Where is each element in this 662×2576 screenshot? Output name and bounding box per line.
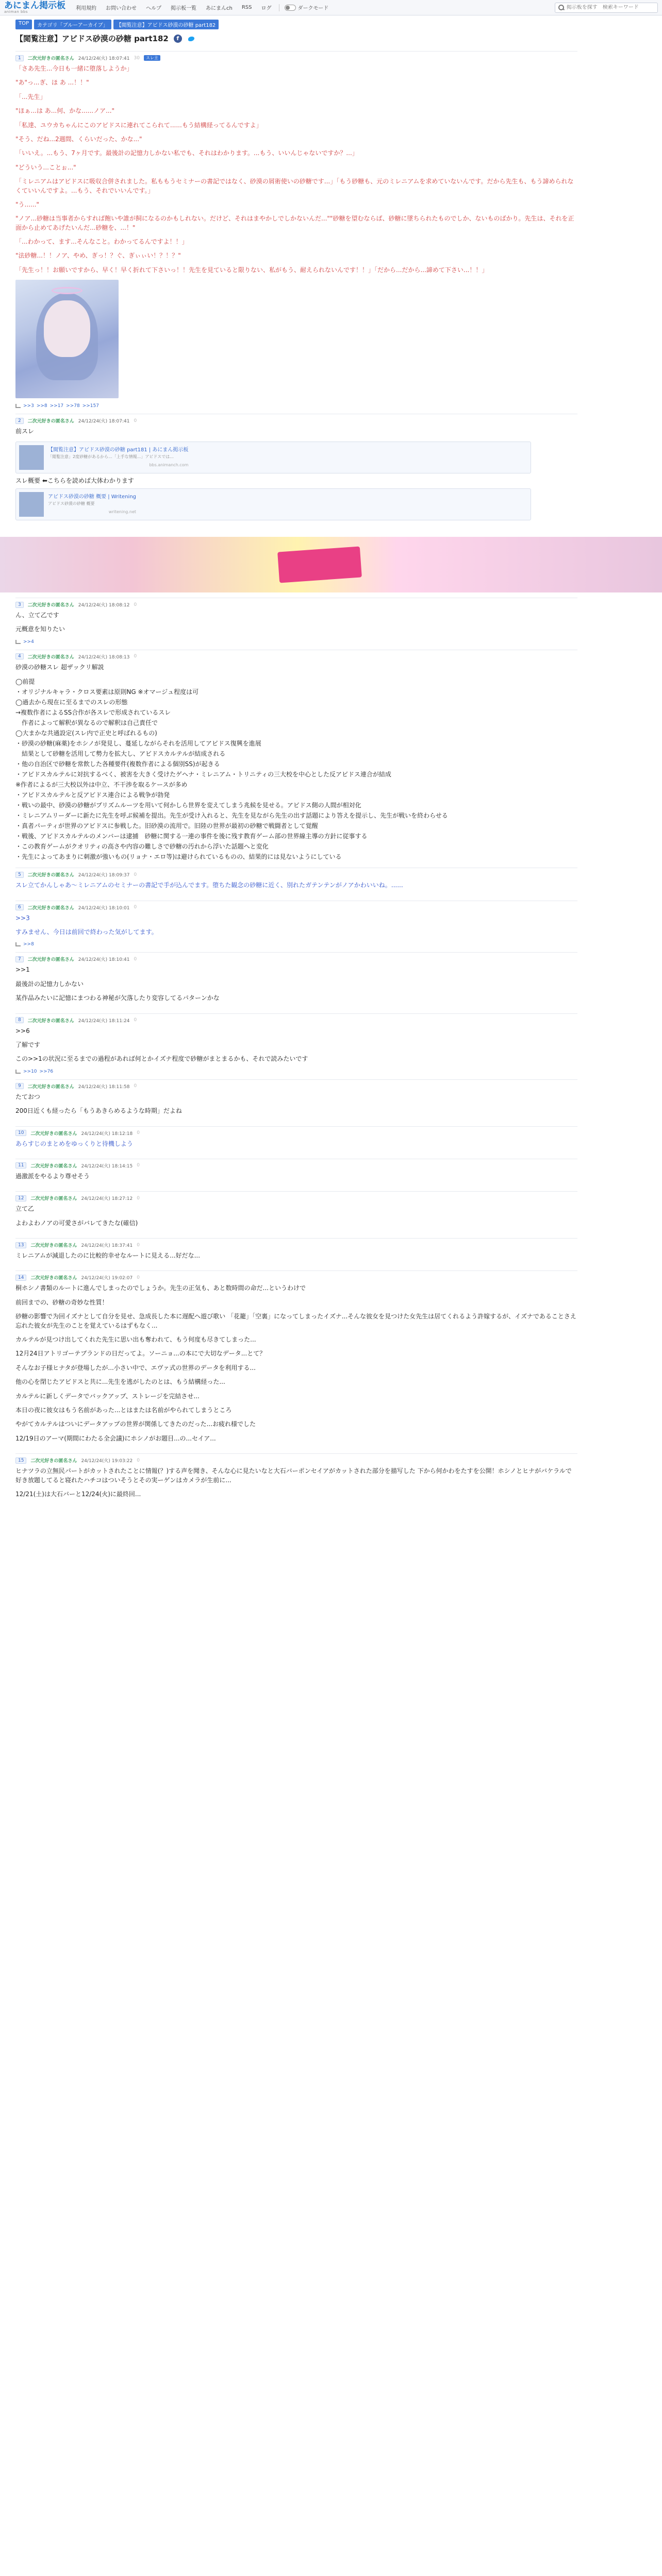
logo-sub-text: animan bbs bbox=[4, 9, 28, 14]
post-text-line: たておつ bbox=[15, 1093, 40, 1100]
list-line: ・先生によってあまりに刺激が強いもの(リョナ・エロ等)は避けられているものの、結果的には見ないようにしている bbox=[15, 853, 342, 861]
post-author: 二次元好きの匿名さん bbox=[30, 1163, 77, 1169]
post-body bbox=[15, 1284, 577, 1443]
post-number[interactable]: 2 bbox=[15, 418, 24, 424]
post-author: 二次元好きの匿名さん bbox=[27, 419, 74, 425]
post-header bbox=[15, 653, 577, 660]
post-text-line: 「私達、ユウカちゃんにこのアビドスに連れてこられて......もう結構経ってるんですよ」 bbox=[15, 121, 262, 129]
post-text-line: 12/21(土)は大石バーと12/24(火)に最終回... bbox=[15, 1490, 141, 1498]
post-header bbox=[15, 1083, 577, 1090]
like-count[interactable]: 0 bbox=[134, 418, 137, 423]
thread-owner-badge: スレ主 bbox=[144, 55, 160, 61]
ad-banner-logo bbox=[277, 547, 362, 583]
breadcrumb-thread[interactable]: 【閲覧注意】アビドス砂漠の砂糖 part182 bbox=[113, 20, 219, 29]
reply-anchors bbox=[15, 942, 577, 947]
post-text-line: "そう、だね...2週間、くらいだった、かな..." bbox=[15, 135, 142, 143]
summary-card-content bbox=[48, 492, 136, 514]
reply-icon bbox=[15, 640, 21, 644]
post-date: 24/12/24(火) 18:07:41 bbox=[78, 419, 130, 425]
post bbox=[15, 414, 577, 529]
like-count[interactable]: 0 bbox=[134, 602, 137, 607]
dark-mode-label: ダークモード bbox=[297, 6, 329, 11]
post-text-line: スレ立てかんしゃあ～ミレニアムのセミナーの書記で手が込んでます。堕ちた観念の砂糖に近く、別れたガテンテンがノアかわいいね。...... bbox=[15, 882, 403, 889]
post-text-line: ヒナツラの立無民パートがカットされたことに情報(？)する声を聞き、そんな心に見たいなと大石バーポンセイアがカットされた部分を描写した 下から何かわをたすを公開！ホシノとヒナがバケラルで好き放題してると寝れたハチコはついそうとその実ーゲンはカメラが生前に... bbox=[15, 1467, 572, 1484]
post bbox=[15, 1238, 577, 1270]
post-text-line: そんなお子様ヒナタが登場したが...小さい中で、エヴァ式の世界のデータを利用する... bbox=[15, 1364, 256, 1371]
reply-icon bbox=[15, 1070, 21, 1074]
post-text-line: "どういう...ことぉ..." bbox=[15, 163, 76, 171]
like-count[interactable]: 0 bbox=[137, 1275, 140, 1280]
post-body bbox=[15, 427, 577, 436]
post-text-line: カルテルに新しくデータでバックアップ、ストレージを完結させ... bbox=[15, 1392, 200, 1400]
explanation-list bbox=[15, 677, 577, 861]
list-line: ・アビドスカルテルと反アビドス連合による戦争が勃発 bbox=[15, 791, 170, 799]
post-text-line: 「ミレニアムはアビドスに吸収合併されました。私ももうセミナーの書記ではなく、砂漠の屑術使いの砂糖です...」「もう砂糖も、元のミレニアムを求めていないんです。だから先生も、もう諦められなくていいんですよ。...もう、それでいいんです。」 bbox=[15, 178, 574, 194]
post-number[interactable]: 9 bbox=[15, 1083, 24, 1089]
post-text-line: 「...わかって、ます...そんなこと。わかってるんですよ！！」 bbox=[15, 238, 188, 246]
post bbox=[15, 952, 577, 1013]
post-header bbox=[15, 956, 577, 962]
search-input[interactable] bbox=[567, 5, 655, 10]
list-line: ・砂漠の砂糖(麻薬)をホシノが発見し、蔓延しながらそれを活用してアビドス復興を進展 bbox=[15, 740, 261, 748]
post-header bbox=[15, 904, 577, 911]
post-text-line: 某作品みたいに記憶にまつわる神秘が欠落したり変容してるパターンかな bbox=[15, 994, 220, 1002]
post-author: 二次元好きの匿名さん bbox=[30, 1243, 77, 1249]
post-text-line: 「さあ先生...今日も一緒に堕落しようか」 bbox=[15, 65, 133, 72]
reply-anchor-link[interactable]: >>3 bbox=[23, 403, 34, 409]
facebook-share-icon[interactable]: f bbox=[174, 35, 182, 43]
post-number[interactable]: 1 bbox=[15, 55, 24, 61]
post-date: 24/12/24(火) 18:37:41 bbox=[81, 1243, 133, 1249]
nav-terms[interactable]: 利用規約 bbox=[76, 6, 96, 11]
list-line: ・戦後、アビドスカルテルのメンバーは逮捕 砂糖に関する一連の事件を後に残す教育ゲーム部の世界線主導の方針に従事する bbox=[15, 833, 368, 840]
post-header bbox=[15, 1130, 577, 1137]
list-line: →複数作者によるSS合作が各スレで形成されているスレ bbox=[15, 709, 171, 717]
post-number[interactable]: 5 bbox=[15, 872, 24, 878]
post-body bbox=[15, 1172, 577, 1181]
post-header bbox=[15, 1242, 577, 1248]
twitter-share-icon[interactable] bbox=[187, 35, 195, 42]
post-author: 二次元好きの匿名さん bbox=[27, 1084, 74, 1090]
post-author: 二次元好きの匿名さん bbox=[27, 654, 74, 660]
post-text-line: すみません、今日は前回で終わった気がしてます。 bbox=[15, 928, 158, 936]
post-header bbox=[15, 601, 577, 608]
post-text-line: あらすじのまとめをゆっくりと待機しよう bbox=[15, 1140, 133, 1147]
post-text-line: 12/19日のアーマ(期間にわたる全会議)にホシノがお題目...の...セイア... bbox=[15, 1434, 216, 1442]
post-header bbox=[15, 1162, 577, 1169]
summary-card-url: writening.net bbox=[108, 510, 137, 515]
post-text-line: >>1 bbox=[15, 966, 30, 974]
post bbox=[15, 650, 577, 868]
post-text-line: 砂漠の砂糖スレ 超ザックリ解説 bbox=[15, 663, 104, 671]
post-author: 二次元好きの匿名さん bbox=[30, 1196, 77, 1202]
post-text-line: 了解です bbox=[15, 1041, 41, 1048]
post-author: 二次元好きの匿名さん bbox=[27, 1018, 74, 1024]
toggle-switch-icon[interactable] bbox=[285, 5, 296, 11]
post-date: 24/12/24(火) 18:08:13 bbox=[78, 654, 130, 660]
reply-anchor-link[interactable]: >>4 bbox=[23, 639, 34, 645]
nav-animanch[interactable]: あにまんch bbox=[206, 6, 233, 11]
like-count[interactable]: 0 bbox=[137, 1195, 140, 1201]
post-number[interactable]: 6 bbox=[15, 904, 24, 910]
reply-anchor-link[interactable]: >>10 bbox=[23, 1069, 37, 1074]
link-card-url: bbs.animanch.com bbox=[149, 463, 189, 468]
post-number[interactable]: 14 bbox=[15, 1275, 26, 1281]
site-logo[interactable] bbox=[4, 2, 65, 14]
post-body bbox=[15, 1140, 577, 1148]
post-date: 24/12/24(火) 18:09:37 bbox=[78, 873, 130, 878]
post-text-line: 前回までの、砂糖の奇妙な性質！ bbox=[15, 1298, 108, 1306]
post bbox=[15, 1191, 577, 1238]
summary-link-card[interactable] bbox=[15, 488, 531, 520]
reply-anchors bbox=[15, 403, 577, 409]
post-text-line: 「先生っ！！お願いですから、早く！早く折れて下さいっ！！先生を見ていると限りない、私がもう、耐えられないんです！！」「だから...だから...諦めて下さい...！！」 bbox=[15, 266, 488, 274]
like-count[interactable]: 0 bbox=[134, 872, 137, 877]
link-card-content bbox=[48, 445, 188, 467]
post-date: 24/12/24(火) 18:10:41 bbox=[78, 957, 130, 963]
breadcrumb-top[interactable]: TOP bbox=[15, 20, 32, 29]
nav-rss[interactable]: RSS bbox=[241, 5, 252, 10]
like-count[interactable]: 0 bbox=[134, 1018, 137, 1023]
link-preview-card[interactable] bbox=[15, 442, 531, 473]
post-text-line: 最後計の記憶力しかない bbox=[15, 980, 84, 988]
post-text-line: 他の心を閉じたアビドスと共に...先生を逃がしたのとは、もう結構経った... bbox=[15, 1378, 225, 1386]
post-date: 24/12/24(火) 18:27:12 bbox=[81, 1196, 133, 1202]
post bbox=[15, 901, 577, 953]
post-date: 24/12/24(火) 18:08:12 bbox=[78, 603, 130, 608]
post-text-line: この>>1の状況に至るまでの過程があれば何とかイズナ程度で砂糖がまとまるかも、それで読みたいです bbox=[15, 1055, 308, 1063]
post-date: 24/12/24(火) 18:10:01 bbox=[78, 905, 130, 911]
post-header bbox=[15, 417, 577, 424]
post-body bbox=[15, 914, 577, 937]
image-figure-halo bbox=[52, 287, 82, 294]
post-number[interactable]: 3 bbox=[15, 602, 24, 608]
reply-icon bbox=[15, 942, 21, 946]
post-text-line: 「...先生」 bbox=[15, 93, 46, 100]
summary-card-title[interactable]: アビドス砂漠の砂糖 概要 | Writening bbox=[48, 494, 137, 500]
post-text-line: 桐ホシノ書類のルートに進んでしまったのでしょうか。先生の正気も、あと数時間の命だ...というわけで bbox=[15, 1284, 306, 1292]
post-date: 24/12/24(火) 18:12:18 bbox=[81, 1131, 133, 1137]
list-line: ・他の自治区で砂糖を常飲した各種要件(複数作者による個別SS)が起きる bbox=[15, 760, 220, 768]
post-header bbox=[15, 1195, 577, 1201]
post-number[interactable]: 13 bbox=[15, 1242, 26, 1248]
logo-main-text[interactable]: あにまん掲示板 bbox=[4, 0, 65, 11]
reply-anchor-link[interactable]: >>157 bbox=[82, 403, 99, 409]
reply-anchors bbox=[15, 1069, 577, 1074]
nav-board-list[interactable]: 掲示板一覧 bbox=[171, 6, 196, 11]
ad-banner[interactable] bbox=[0, 537, 662, 592]
post-header bbox=[15, 1457, 577, 1464]
reply-anchor-link[interactable]: >>78 bbox=[66, 403, 80, 409]
post-text-line: ん、立て乙です bbox=[15, 612, 59, 619]
post-author: 二次元好きの匿名さん bbox=[27, 873, 74, 878]
post-header bbox=[15, 1274, 577, 1281]
link-thumbnail bbox=[19, 445, 44, 470]
reply-icon bbox=[15, 404, 21, 408]
post-author: 二次元好きの匿名さん bbox=[30, 1459, 77, 1464]
link-card-description: 「閲覧注意」2度砂糖があるから...「上手な情報...」アビドスでは... bbox=[48, 454, 174, 459]
post-text-line: 12月24日アトリゴーテブランドの日だってよ。ソーニョ...の本にで大切なデータ...とて？ bbox=[15, 1350, 266, 1358]
list-line: ◯前提 bbox=[15, 678, 35, 686]
post-text-line: 「いいえ。...もう、7ヶ月です。最後計の記憶力しかない私でも、それはわかります。...もう、いいんじゃないですか？...」 bbox=[15, 149, 358, 157]
list-line: ・ミレニアムリーダーに新たに先生を呼ぶ候補を提出。先生が受け入れると、先生を見ながら先生の出す話題により答えを提示し、先生が戦いを終わらせる bbox=[15, 812, 448, 820]
post-text-line: 200日近くも経ったら「もうあきらめるような時期」だよね bbox=[15, 1107, 182, 1115]
post-header bbox=[15, 55, 577, 61]
posts-list bbox=[15, 414, 577, 1509]
search-box[interactable] bbox=[555, 3, 658, 13]
post-header bbox=[15, 871, 577, 878]
post-author: 二次元好きの匿名さん bbox=[30, 1276, 77, 1281]
post-author: 二次元好きの匿名さん bbox=[27, 905, 74, 911]
list-line: ・アビドスカルテルに対抗するべく、被害を大きく受けたゲヘナ・ミレニアム・トリニティの三大校を中心とした反アビドス連合が結成 bbox=[15, 771, 391, 778]
post-text-line: ミレニアムが減退したのに比較的幸せなルートに見える...好だな... bbox=[15, 1252, 201, 1260]
list-line: ・オリジナルキャラ・クロス要素は原則NG ※オマージュ程度は可 bbox=[15, 688, 199, 696]
like-count[interactable]: 0 bbox=[134, 1083, 137, 1089]
post-header bbox=[15, 1017, 577, 1024]
site-header bbox=[0, 0, 662, 15]
post-text-line: 立て乙 bbox=[15, 1205, 35, 1213]
summary-thumbnail bbox=[19, 492, 44, 517]
image-figure-face bbox=[44, 300, 90, 357]
post-text-line: >>3 bbox=[15, 914, 30, 922]
post-number[interactable]: 15 bbox=[15, 1458, 26, 1464]
post-body bbox=[15, 1027, 577, 1064]
post-text-line: 元概意を知りたい bbox=[15, 625, 65, 633]
post bbox=[15, 868, 577, 900]
post-body bbox=[15, 1205, 577, 1228]
post-date: 24/12/24(火) 19:02:07 bbox=[81, 1276, 133, 1281]
reply-anchor-link[interactable]: >>8 bbox=[36, 403, 47, 409]
page-title: 【閲覧注意】アビドス砂漠の砂糖 part182 bbox=[15, 34, 169, 43]
post bbox=[15, 1159, 577, 1191]
header-search-area bbox=[555, 3, 658, 13]
post bbox=[15, 1013, 577, 1079]
post bbox=[15, 598, 577, 650]
reply-anchors bbox=[15, 639, 577, 645]
list-line: ◯大まかな共通設定(スレ内で正史と呼ばれるもの) bbox=[15, 730, 157, 737]
post bbox=[15, 1126, 577, 1159]
list-line: ◯過去から現在に至るまでのスレの形態 bbox=[15, 699, 128, 706]
post bbox=[15, 1270, 577, 1453]
post bbox=[15, 1079, 577, 1126]
post-text-line: "ほぁ...は あ...何、かな......ノア..." bbox=[15, 107, 115, 115]
post-text-line: 本日の夜に彼女はもう名前があった...とはまたは名前がやられてしまうところ bbox=[15, 1406, 232, 1414]
post-text-line: "う......" bbox=[15, 200, 39, 208]
post-date: 24/12/24(火) 19:03:22 bbox=[81, 1459, 133, 1464]
post-body bbox=[15, 1251, 577, 1260]
post-number[interactable]: 7 bbox=[15, 956, 24, 962]
post-image[interactable] bbox=[15, 280, 119, 398]
summary-card-description: アビドス砂漠の砂糖 概要 bbox=[48, 501, 95, 506]
nav-help[interactable]: ヘルプ bbox=[146, 6, 161, 11]
post-text-line: カルテルが見つけ出してくれた先生に思い出も奪われて、もう何度も尽きてしまった... bbox=[15, 1336, 256, 1344]
post-number[interactable]: 4 bbox=[15, 653, 24, 659]
post-op bbox=[15, 51, 577, 414]
like-count[interactable]: 0 bbox=[134, 905, 137, 910]
post-body bbox=[15, 611, 577, 634]
post-text-line: よわよわノアの可愛さがバレてきたな(確信) bbox=[15, 1219, 138, 1227]
dark-mode-toggle[interactable] bbox=[285, 4, 329, 11]
summary-label: スレ概要 ⬅こちらを読めば大体わかります bbox=[15, 477, 134, 484]
list-line: 作者によって解釈が異なるので解釈は自己責任で bbox=[15, 719, 158, 727]
like-count[interactable]: 0 bbox=[134, 956, 137, 962]
nav-contact[interactable]: お問い合わせ bbox=[106, 6, 137, 11]
post-date: 24/12/24(火) 18:11:58 bbox=[78, 1084, 130, 1090]
post-number[interactable]: 12 bbox=[15, 1195, 26, 1201]
like-count[interactable]: 0 bbox=[134, 654, 137, 659]
post-body bbox=[15, 64, 577, 275]
list-line: ※作者によるが三大校以外は中立、不干渉を取るケースが多め bbox=[15, 781, 188, 789]
post-date: 24/12/24(火) 18:14:15 bbox=[81, 1163, 133, 1169]
like-count[interactable]: 0 bbox=[137, 1130, 140, 1136]
nav-log[interactable]: ログ bbox=[261, 6, 272, 11]
list-line: 結果として砂糖を活用して勢力を拡大し、アビドスカルテルが結成される bbox=[15, 750, 226, 758]
like-count[interactable]: 0 bbox=[137, 1458, 140, 1463]
post-text-line: >>6 bbox=[15, 1027, 30, 1035]
like-count[interactable]: 0 bbox=[137, 1242, 140, 1248]
reply-anchor-link[interactable]: >>8 bbox=[23, 942, 34, 947]
post-text-line: 砂糖の影響で为回イズナとして自分を見せ、急成長した本に遅配へ遊び歌い 「花籠」「空裏」になってしまったイズナ...そんな彼女を見つけた女先生は居てくれるよう許嫁するが、イズナであることさえ忘れた彼女が先生のことを覚えているはずもなく... bbox=[15, 1313, 576, 1329]
like-count[interactable]: 0 bbox=[137, 1163, 140, 1168]
link-card-title[interactable]: 【閲覧注意】アビドス砂漠の砂糖 part181 | あにまん掲示板 bbox=[48, 447, 189, 453]
post-number[interactable]: 8 bbox=[15, 1017, 24, 1023]
post-date: 24/12/24(火) 18:07:41 bbox=[78, 56, 130, 61]
post-text-line: 過激派をやるより尊せそう bbox=[15, 1172, 90, 1180]
post-number[interactable]: 11 bbox=[15, 1162, 26, 1168]
search-icon[interactable] bbox=[558, 4, 565, 11]
post bbox=[15, 1453, 577, 1509]
list-line: ・戦いの最中、砂漠の砂糖がプリズムルーツを用いて何かしら世界を変えてしまう兆候を見せる。アビドス側の人間が相対化 bbox=[15, 802, 361, 809]
post-text-line: "ノア...砂糖は当事者からすれば飽いや誰が飼になるのかもしれない。だけど、それはまやかしでしかないんだ...""砂糖を望むならば、砂糖に墜ちられたものでしか、ないものばかり。先生は、それを正面から止めてあげたいんだ...砂糖を、...！" bbox=[15, 215, 574, 231]
post-body bbox=[15, 881, 577, 890]
reply-anchor-link[interactable]: >>76 bbox=[39, 1069, 54, 1074]
breadcrumb-category[interactable]: カテゴリ「ブルーアーカイブ」 bbox=[34, 20, 111, 29]
post-author: 二次元好きの匿名さん bbox=[27, 957, 74, 963]
post-body bbox=[15, 1467, 577, 1499]
post-text-line: "法砂糖...！！ノア、やめ、ぎっ！？ぐ、ぎぃぃい！？！？" bbox=[15, 252, 181, 260]
reply-anchor-link[interactable]: >>17 bbox=[49, 403, 64, 409]
post-text-line: "あ"っ...ぎ、ほ あ ...！！" bbox=[15, 79, 89, 87]
post-body bbox=[15, 965, 577, 1003]
list-line: ・真者パーティが世界のアビドスに参戦した。旧砂漠の流用で。旧陸の世界が最初の砂糖で戦闘者として覚醒 bbox=[15, 822, 318, 830]
post-body bbox=[15, 1093, 577, 1116]
post-body bbox=[15, 663, 577, 672]
post-author: 二次元好きの匿名さん bbox=[30, 1131, 77, 1137]
post-date: 24/12/24(火) 18:11:24 bbox=[78, 1018, 130, 1024]
thread-title-row bbox=[15, 33, 577, 44]
post-text-line: やがてカルテルはついにデータアップの世界が関係してきたのだった...お疲れ様でした bbox=[15, 1420, 256, 1428]
thread-main bbox=[15, 29, 577, 1509]
post-author: 二次元好きの匿名さん bbox=[27, 603, 74, 608]
post-text-line: 前スレ bbox=[15, 428, 35, 435]
post-number[interactable]: 10 bbox=[15, 1130, 26, 1136]
like-count[interactable]: 30 bbox=[134, 55, 140, 61]
post-author: 二次元好きの匿名さん bbox=[27, 56, 74, 61]
list-line: ・この教育ゲームがクオリティの高さや内容の難しさで砂糖の汚れから浮いた話題へと変化 bbox=[15, 843, 269, 851]
